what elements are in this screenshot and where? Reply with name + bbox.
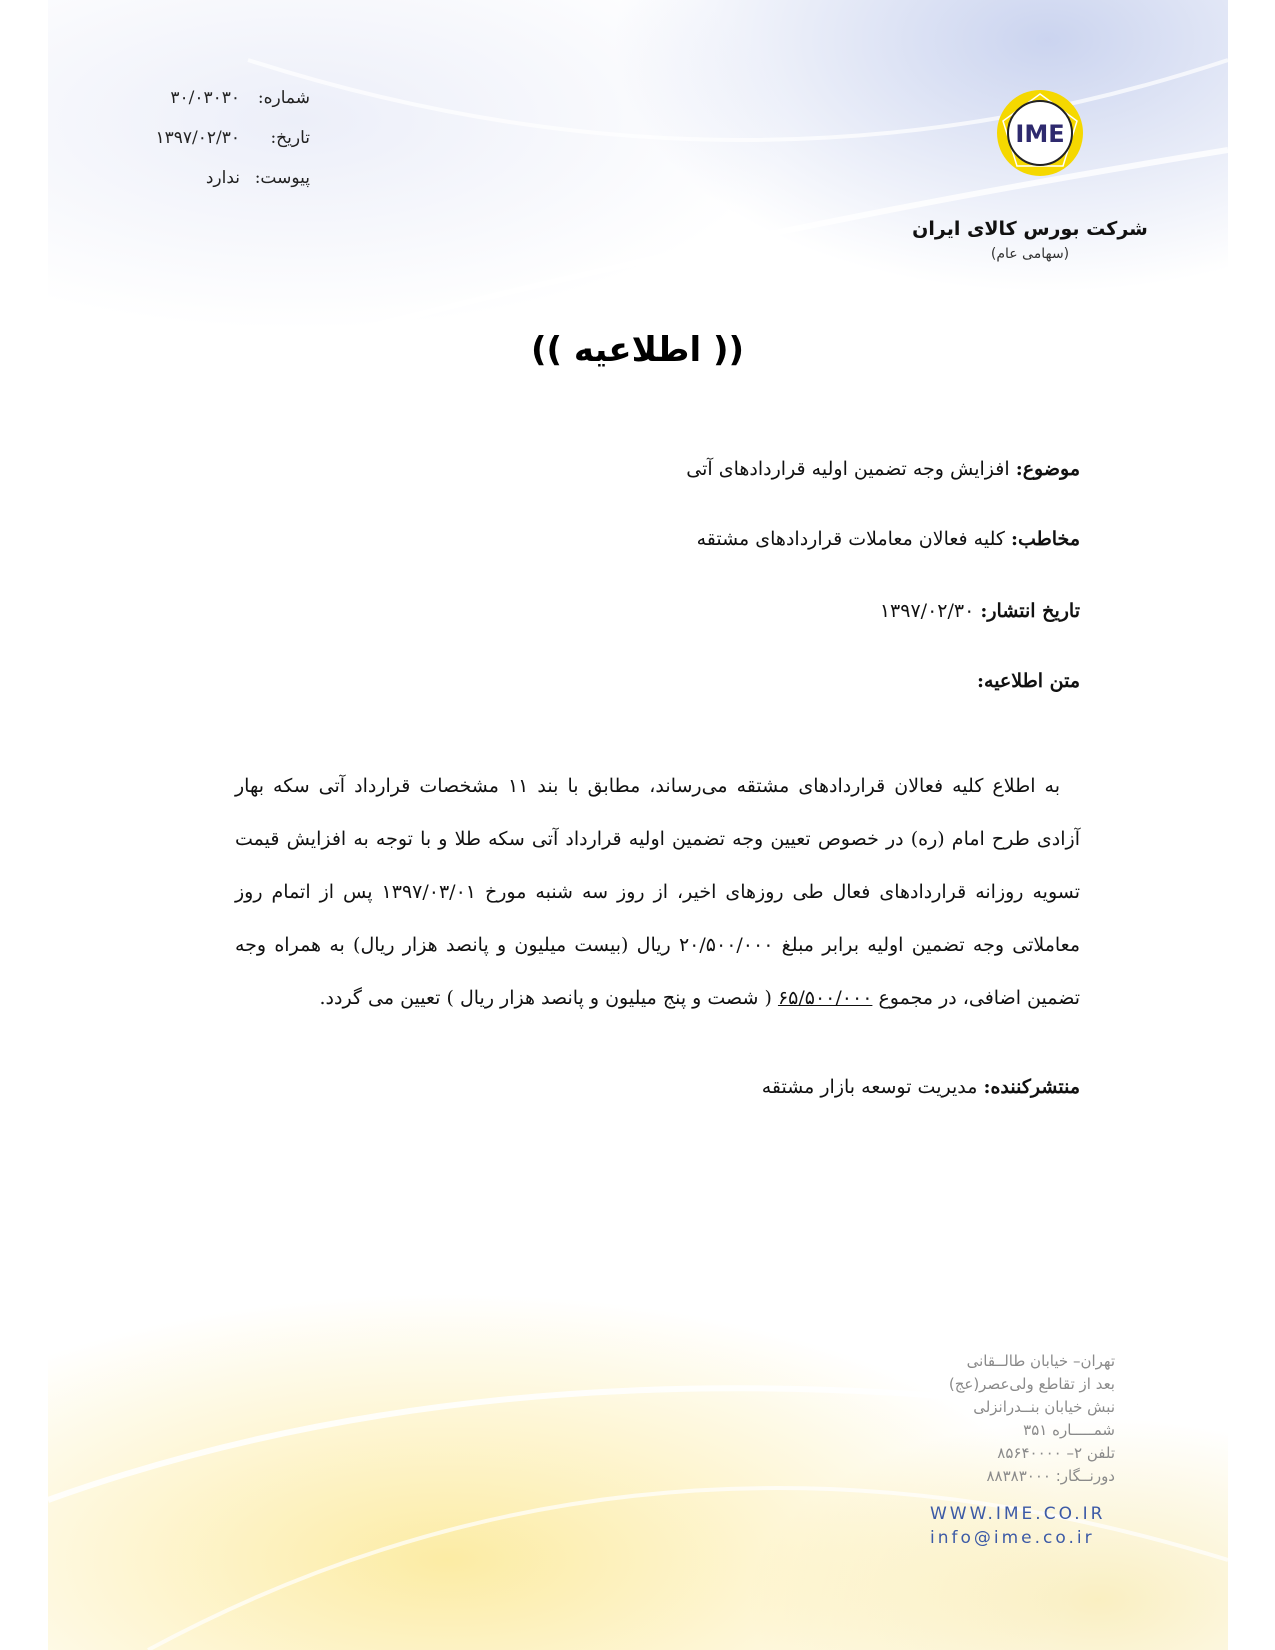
audience-value: کلیه فعالان معاملات قراردادهای مشتقه xyxy=(696,528,1005,550)
meta-number-value: ۳۰/۰۳۰۳۰ xyxy=(170,88,240,108)
meta-date-value: ۱۳۹۷/۰۲/۳۰ xyxy=(155,128,240,148)
company-name: شرکت بورس کالای ایران xyxy=(912,218,1148,240)
body-text-end: ( شصت و پنج میلیون و پانصد هزار ریال ) تعیین می گردد. xyxy=(319,987,772,1009)
body-label: متن اطلاعیه: xyxy=(977,670,1080,692)
audience-field xyxy=(697,528,1080,550)
announcement-paragraph xyxy=(235,760,1080,1025)
page-title: (( اطلاعیه )) xyxy=(530,330,745,370)
logo-text: IME xyxy=(1015,120,1065,148)
meta-attachment xyxy=(110,168,310,188)
footer-phone: تلفن ۲– ۸۵۶۴۰۰۰۰ xyxy=(997,1444,1115,1462)
ime-logo-icon xyxy=(995,88,1085,178)
footer-email-link[interactable]: info@ime.co.ir xyxy=(930,1528,1095,1548)
document-meta xyxy=(110,88,310,208)
footer-website-link[interactable]: WWW.IME.CO.IR xyxy=(930,1504,1106,1524)
announcement-body xyxy=(235,760,1080,1025)
publisher-field xyxy=(762,1076,1080,1098)
meta-attachment-value: ندارد xyxy=(205,168,240,188)
subject-value: افزایش وجه تضمین اولیه قراردادهای آتی xyxy=(686,458,1010,480)
footer-fax: دورنــگار: ۸۸۳۸۳۰۰۰ xyxy=(986,1467,1115,1485)
publish-date-value: ۱۳۹۷/۰۲/۳۰ xyxy=(879,600,975,622)
meta-date xyxy=(110,128,310,148)
meta-number xyxy=(110,88,310,108)
publish-date-label: تاریخ انتشار: xyxy=(980,600,1080,622)
publish-date-field xyxy=(880,600,1080,622)
company-block xyxy=(900,218,1160,262)
meta-attachment-label: پیوست: xyxy=(254,168,310,188)
publisher-value: مدیریت توسعه بازار مشتقه xyxy=(761,1076,978,1098)
footer-address-4: شمـــــاره ۳۵۱ xyxy=(1023,1421,1115,1439)
footer-address-2: بعد از تقاطع ولی‌عصر(عج) xyxy=(948,1375,1115,1393)
footer-address-1: تهران– خیابان طالــقانی xyxy=(966,1352,1115,1370)
body-text-main: به اطلاع کلیه فعالان قراردادهای مشتقه می‌رساند، مطابق با بند ۱۱ مشخصات قرارداد آتی سکه بهار آزادی طرح امام (ره) در خصوص تعیین وجه تضمین اولیه قرارداد آتی سکه طلا و با توجه به افزایش قیمت تسویه روزانه قراردادهای فعال طی روزهای اخیر، از روز سه شنبه مورخ ۱۳۹۷/۰۳/۰۱ پس از اتمام روز معاملاتی وجه تضمین اولیه برابر مبلغ ۲۰/۵۰۰/۰۰۰ ریال (بیست میلیون و پانصد هزار ریال) به همراه وجه تضمین اضافی، در مجموع xyxy=(235,775,1081,1009)
meta-date-label: تاریخ: xyxy=(270,128,310,148)
total-amount: ۶۵/۵۰۰/۰۰۰ xyxy=(777,987,873,1009)
company-type: (سهامی عام) xyxy=(990,246,1070,262)
publisher-label: منتشرکننده: xyxy=(983,1076,1080,1098)
body-heading xyxy=(977,670,1080,692)
subject-label: موضوع: xyxy=(1015,458,1080,480)
meta-number-label: شماره: xyxy=(257,88,310,108)
audience-label: مخاطب: xyxy=(1010,528,1080,550)
subject-field xyxy=(686,458,1080,480)
footer-contact xyxy=(930,1350,1115,1550)
footer-address-3: نبش خیابان بنــدرانزلی xyxy=(973,1398,1115,1416)
